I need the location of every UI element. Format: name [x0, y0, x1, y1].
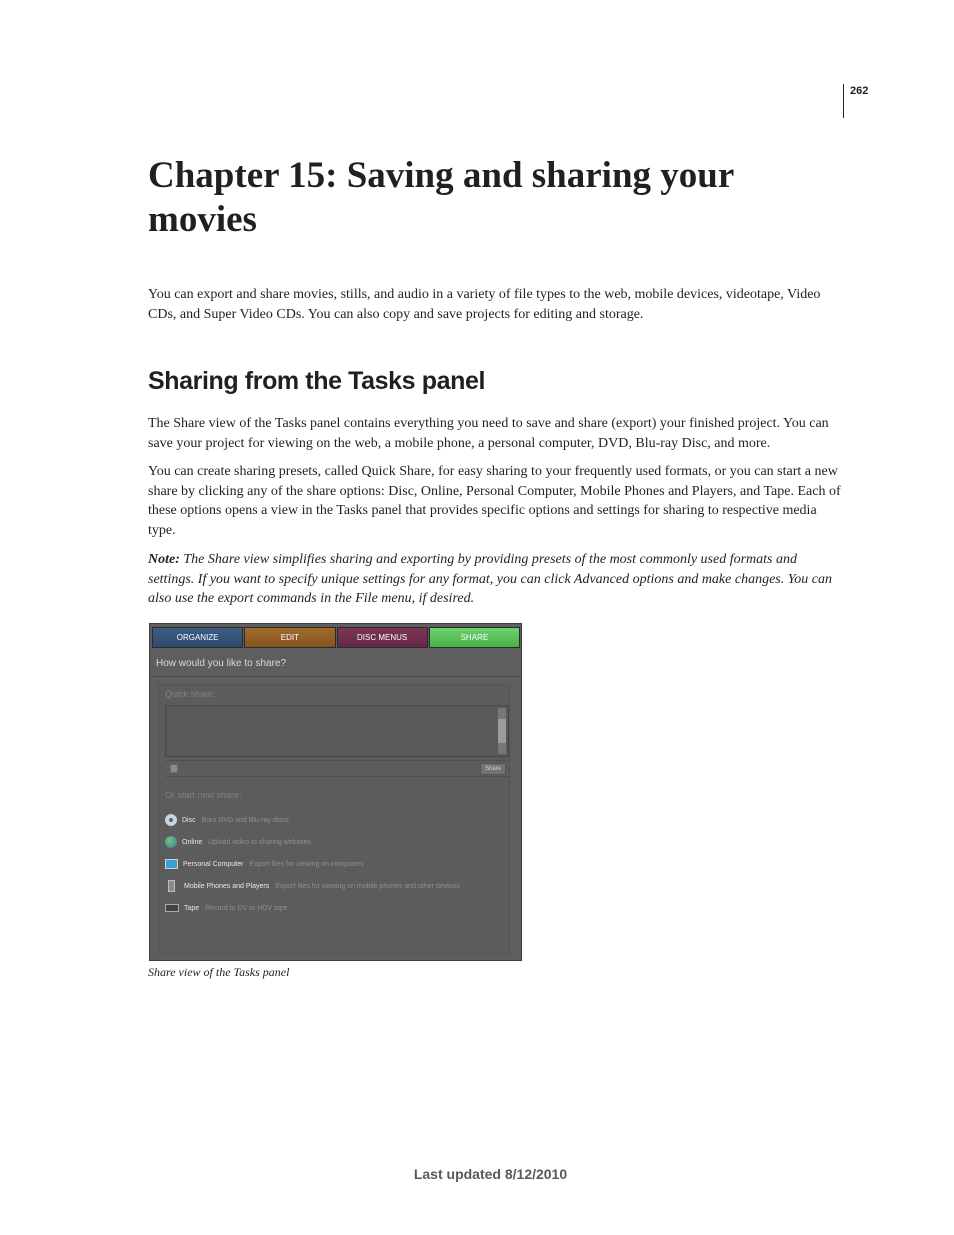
quick-share-label: Quick share:: [165, 689, 216, 699]
option-name: Tape: [184, 904, 200, 912]
note-label: Note:: [148, 552, 180, 567]
share-option-personal-computer[interactable]: [165, 857, 364, 871]
disc-icon: [165, 814, 177, 826]
page-number: 262: [850, 85, 869, 97]
chapter-title: Chapter 15: Saving and sharing your movies: [148, 155, 734, 240]
page-marker-rule: [843, 84, 844, 118]
option-description: Record to DV or HDV tape: [205, 904, 288, 912]
tab-edit[interactable]: EDIT: [244, 627, 335, 648]
new-share-label: Or start new share:: [165, 790, 242, 800]
quick-share-toolbar: [165, 760, 509, 777]
monitor-icon: [165, 859, 178, 869]
option-description: Export files for viewing on computers: [249, 860, 364, 868]
section-paragraph-1: The Share view of the Tasks panel contains everything you need to save and share (export) your finished project. You can save your project for viewing on the web, a mobile phone, a personal computer, DVD, Blu-ray Disc, and more.: [148, 416, 829, 451]
note-text: The Share view simplifies sharing and exporting by providing presets of the most commonly used formats and settings. If you want to specify unique settings for any format, you can click Advanced options and make changes. You can also use the export commands in the File menu, if desired.: [148, 552, 832, 606]
quick-share-scrollbar[interactable]: [498, 708, 506, 754]
share-option-disc[interactable]: [165, 813, 289, 827]
footer-last-updated: Last updated 8/12/2010: [413, 1166, 568, 1182]
panel-header: How would you like to share?: [151, 651, 520, 677]
tape-icon: [165, 904, 179, 912]
option-description: Burn DVD and Blu-ray discs: [201, 816, 289, 824]
section-paragraph-2: You can create sharing presets, called Quick Share, for easy sharing to your frequently used formats, or you can start a new share by clicking any of the share options: Disc, Online, Personal Computer, Mobile Phones and Players, and Tape. Each of these options opens a view in the Tasks panel that provides specific options and settings for sharing to respective media type.: [148, 464, 841, 538]
tab-share[interactable]: SHARE: [429, 627, 520, 648]
intro-paragraph: You can export and share movies, stills, and audio in a variety of file types to the web, mobile devices, videotape, Video CDs, and Super Video CDs. You can also copy and save projects for editing and storage.: [148, 287, 821, 322]
share-option-mobile[interactable]: [165, 879, 460, 893]
scrollbar-thumb[interactable]: [498, 719, 506, 743]
option-description: Upload video to sharing websites: [208, 838, 311, 846]
option-name: Mobile Phones and Players: [184, 882, 270, 890]
note-paragraph: [148, 550, 842, 609]
tasks-panel-screenshot: [149, 623, 522, 961]
option-name: Personal Computer: [183, 860, 244, 868]
tasks-tabs: [152, 627, 520, 648]
share-option-online[interactable]: [165, 835, 311, 849]
trash-icon[interactable]: [170, 764, 178, 773]
share-button[interactable]: Share: [480, 763, 506, 775]
option-name: Disc: [182, 816, 196, 824]
globe-icon: [165, 836, 177, 848]
share-option-tape[interactable]: [165, 901, 288, 915]
quick-share-list[interactable]: [165, 705, 509, 757]
phone-icon: [168, 880, 175, 892]
option-description: Export files for viewing on mobile phones and other devices: [275, 882, 460, 890]
option-name: Online: [182, 838, 203, 846]
figure-caption: Share view of the Tasks panel: [148, 965, 290, 979]
tab-disc-menus[interactable]: DISC MENUS: [337, 627, 428, 648]
tab-organize[interactable]: ORGANIZE: [152, 627, 243, 648]
section-title: Sharing from the Tasks panel: [148, 367, 486, 395]
